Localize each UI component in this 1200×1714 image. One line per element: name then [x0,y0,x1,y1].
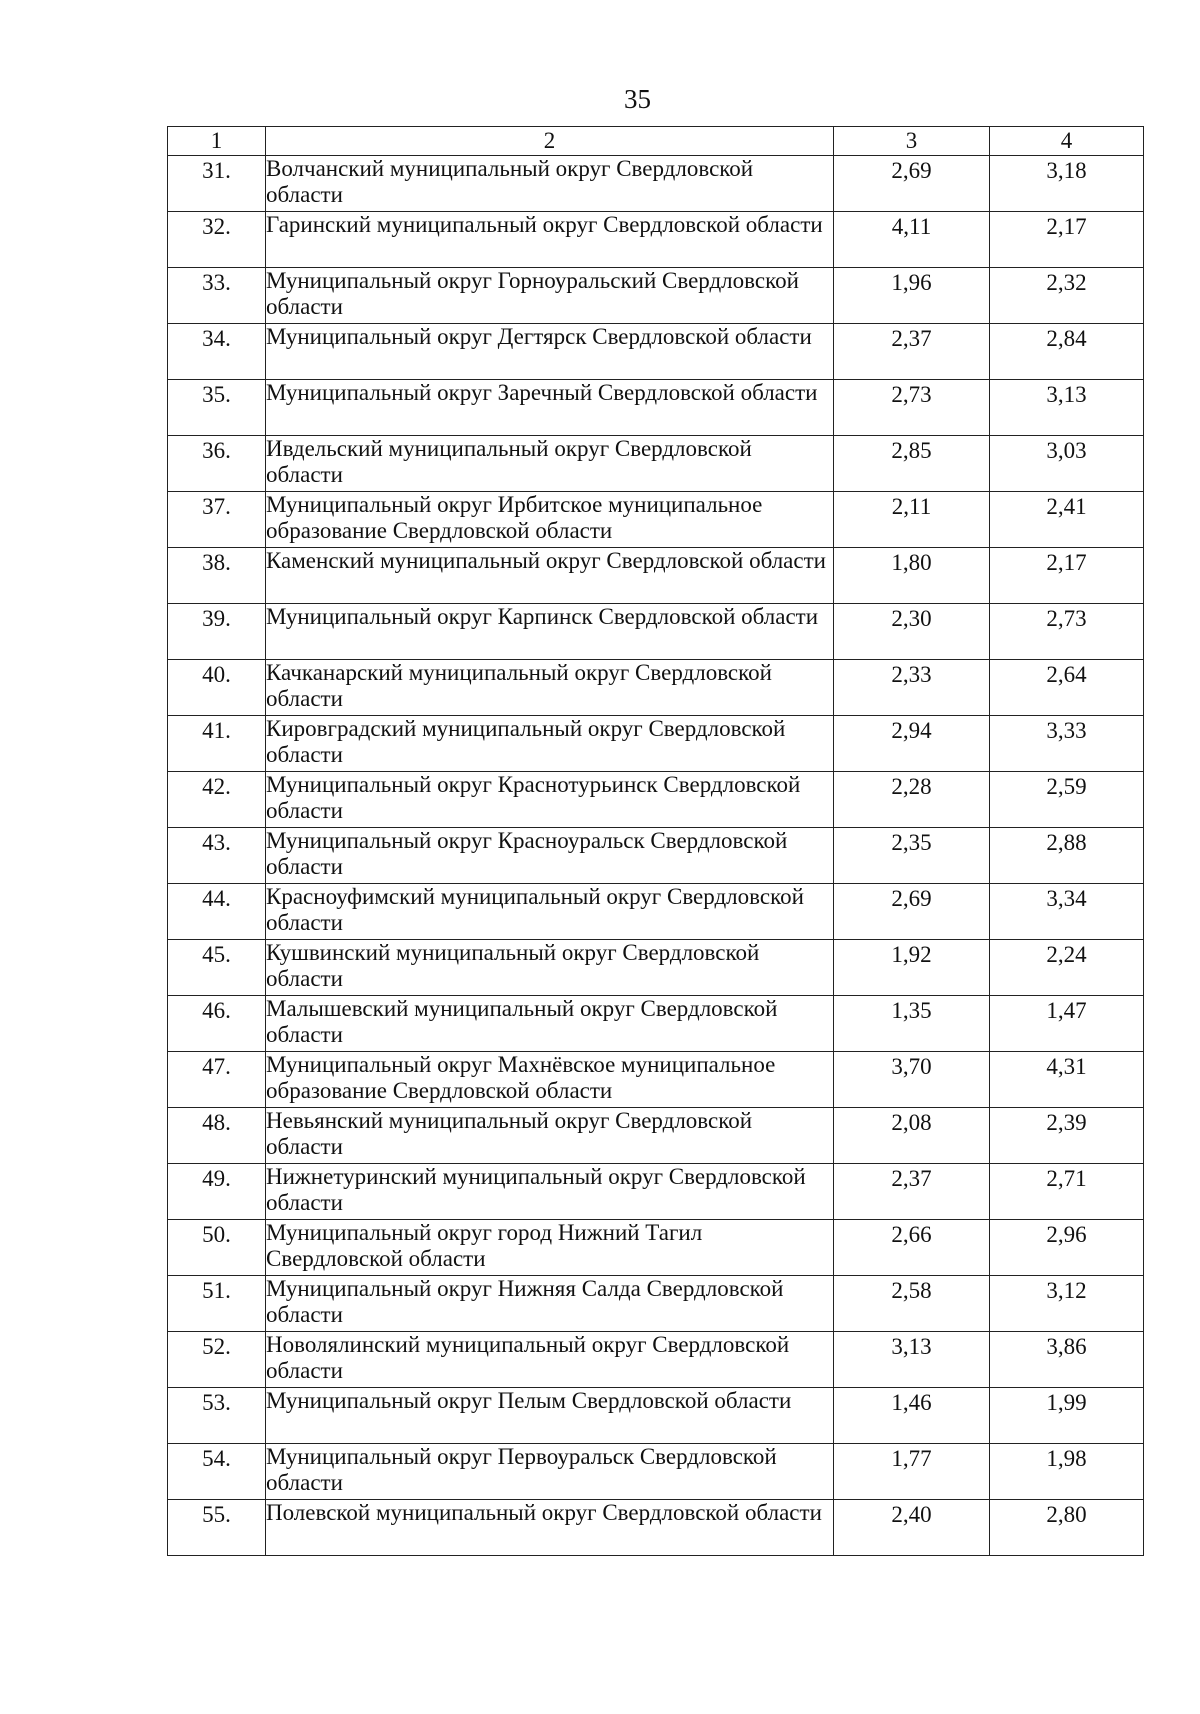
column-3-value-cell: 3,13 [834,1332,990,1388]
table-row [168,1164,1144,1220]
header-cell: 1 [168,127,266,156]
column-4-value-cell: 1,98 [990,1444,1144,1500]
column-4-value-cell: 2,71 [990,1164,1144,1220]
table-row [168,380,1144,436]
municipality-name-cell: Новолялинский муниципальный округ Свердловской области [266,1332,834,1388]
table-header-row [168,127,1144,156]
column-3-value-cell: 2,37 [834,1164,990,1220]
table-row [168,548,1144,604]
row-number-cell: 39. [168,604,266,660]
row-number-cell: 53. [168,1388,266,1444]
column-3-value-cell: 1,46 [834,1388,990,1444]
column-3-value-cell: 2,35 [834,828,990,884]
column-4-value-cell: 3,34 [990,884,1144,940]
column-4-value-cell: 2,80 [990,1500,1144,1556]
municipality-name-cell: Муниципальный округ Первоуральск Свердловской области [266,1444,834,1500]
header-cell: 2 [266,127,834,156]
municipality-name-cell: Муниципальный округ Заречный Свердловской области [266,380,834,436]
municipality-name-cell: Качканарский муниципальный округ Свердловской области [266,660,834,716]
table-row [168,884,1144,940]
municipality-name-cell: Муниципальный округ Махнёвское муниципальное образование Свердловской области [266,1052,834,1108]
table-row [168,1220,1144,1276]
column-3-value-cell: 4,11 [834,212,990,268]
municipality-name-cell: Муниципальный округ Карпинск Свердловской области [266,604,834,660]
row-number-cell: 52. [168,1332,266,1388]
municipality-name-cell: Муниципальный округ Дегтярск Свердловской области [266,324,834,380]
column-3-value-cell: 2,40 [834,1500,990,1556]
row-number-cell: 36. [168,436,266,492]
table-row [168,156,1144,212]
column-3-value-cell: 2,37 [834,324,990,380]
table-row [168,716,1144,772]
table-row [168,828,1144,884]
municipality-name-cell: Каменский муниципальный округ Свердловской области [266,548,834,604]
row-number-cell: 54. [168,1444,266,1500]
column-3-value-cell: 1,35 [834,996,990,1052]
column-4-value-cell: 1,47 [990,996,1144,1052]
municipality-name-cell: Муниципальный округ Краснотурьинск Свердловской области [266,772,834,828]
municipality-name-cell: Муниципальный округ Красноуральск Свердловской области [266,828,834,884]
column-3-value-cell: 1,96 [834,268,990,324]
table-row [168,1052,1144,1108]
column-4-value-cell: 2,88 [990,828,1144,884]
table-row [168,268,1144,324]
row-number-cell: 32. [168,212,266,268]
row-number-cell: 33. [168,268,266,324]
table-row [168,1388,1144,1444]
column-4-value-cell: 4,31 [990,1052,1144,1108]
column-4-value-cell: 2,96 [990,1220,1144,1276]
table-row [168,996,1144,1052]
column-4-value-cell: 2,73 [990,604,1144,660]
row-number-cell: 47. [168,1052,266,1108]
column-3-value-cell: 2,69 [834,156,990,212]
table-row [168,1500,1144,1556]
column-4-value-cell: 1,99 [990,1388,1144,1444]
row-number-cell: 50. [168,1220,266,1276]
row-number-cell: 42. [168,772,266,828]
row-number-cell: 34. [168,324,266,380]
row-number-cell: 55. [168,1500,266,1556]
municipality-name-cell: Кировградский муниципальный округ Свердловской области [266,716,834,772]
column-4-value-cell: 2,32 [990,268,1144,324]
column-3-value-cell: 3,70 [834,1052,990,1108]
row-number-cell: 40. [168,660,266,716]
column-3-value-cell: 1,80 [834,548,990,604]
table-row [168,772,1144,828]
table-row [168,604,1144,660]
column-3-value-cell: 2,69 [834,884,990,940]
table-row [168,492,1144,548]
municipality-name-cell: Ивдельский муниципальный округ Свердловской области [266,436,834,492]
column-4-value-cell: 2,24 [990,940,1144,996]
column-4-value-cell: 2,17 [990,548,1144,604]
table-row [168,1108,1144,1164]
municipality-name-cell: Волчанский муниципальный округ Свердловской области [266,156,834,212]
column-3-value-cell: 2,28 [834,772,990,828]
row-number-cell: 45. [168,940,266,996]
column-3-value-cell: 2,73 [834,380,990,436]
column-4-value-cell: 2,64 [990,660,1144,716]
column-3-value-cell: 2,94 [834,716,990,772]
column-3-value-cell: 2,08 [834,1108,990,1164]
column-3-value-cell: 1,77 [834,1444,990,1500]
municipality-name-cell: Гаринский муниципальный округ Свердловской области [266,212,834,268]
municipality-name-cell: Малышевский муниципальный округ Свердловской области [266,996,834,1052]
column-3-value-cell: 2,30 [834,604,990,660]
column-3-value-cell: 2,66 [834,1220,990,1276]
row-number-cell: 31. [168,156,266,212]
municipality-name-cell: Нижнетуринский муниципальный округ Свердловской области [266,1164,834,1220]
row-number-cell: 37. [168,492,266,548]
column-3-value-cell: 2,33 [834,660,990,716]
column-4-value-cell: 3,86 [990,1332,1144,1388]
municipality-name-cell: Красноуфимский муниципальный округ Свердловской области [266,884,834,940]
header-cell: 4 [990,127,1144,156]
row-number-cell: 38. [168,548,266,604]
column-3-value-cell: 2,11 [834,492,990,548]
table-row [168,1276,1144,1332]
municipality-name-cell: Муниципальный округ Ирбитское муниципальное образование Свердловской области [266,492,834,548]
column-4-value-cell: 3,18 [990,156,1144,212]
table-row [168,436,1144,492]
table-row [168,1332,1144,1388]
column-4-value-cell: 2,39 [990,1108,1144,1164]
column-4-value-cell: 2,59 [990,772,1144,828]
row-number-cell: 41. [168,716,266,772]
municipality-name-cell: Муниципальный округ Пелым Свердловской области [266,1388,834,1444]
municipality-name-cell: Муниципальный округ Нижняя Салда Свердловской области [266,1276,834,1332]
row-number-cell: 46. [168,996,266,1052]
column-4-value-cell: 3,33 [990,716,1144,772]
municipality-name-cell: Муниципальный округ город Нижний Тагил Свердловской области [266,1220,834,1276]
column-4-value-cell: 2,17 [990,212,1144,268]
row-number-cell: 51. [168,1276,266,1332]
row-number-cell: 35. [168,380,266,436]
table-body [168,127,1144,1556]
municipality-name-cell: Полевской муниципальный округ Свердловской области [266,1500,834,1556]
column-4-value-cell: 3,13 [990,380,1144,436]
municipality-name-cell: Кушвинский муниципальный округ Свердловской области [266,940,834,996]
page-number: 35 [624,84,651,114]
table-row [168,660,1144,716]
row-number-cell: 49. [168,1164,266,1220]
column-4-value-cell: 2,84 [990,324,1144,380]
municipality-name-cell: Муниципальный округ Горноуральский Свердловской области [266,268,834,324]
column-4-value-cell: 2,41 [990,492,1144,548]
table-row [168,212,1144,268]
header-cell: 3 [834,127,990,156]
table-row [168,1444,1144,1500]
data-table [167,126,1144,1556]
column-3-value-cell: 1,92 [834,940,990,996]
row-number-cell: 43. [168,828,266,884]
row-number-cell: 44. [168,884,266,940]
municipality-name-cell: Невьянский муниципальный округ Свердловской области [266,1108,834,1164]
column-3-value-cell: 2,85 [834,436,990,492]
table-row [168,324,1144,380]
row-number-cell: 48. [168,1108,266,1164]
column-4-value-cell: 3,12 [990,1276,1144,1332]
column-4-value-cell: 3,03 [990,436,1144,492]
table-row [168,940,1144,996]
column-3-value-cell: 2,58 [834,1276,990,1332]
